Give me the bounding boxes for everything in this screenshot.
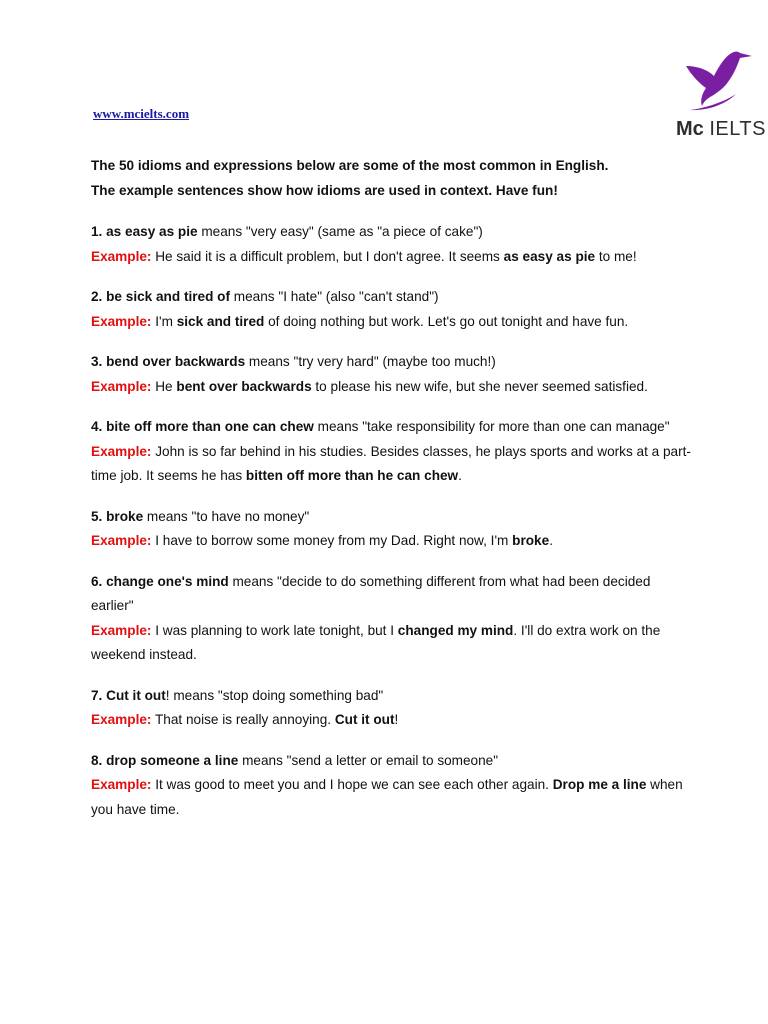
idiom-entry (91, 285, 691, 334)
intro-line-2: The example sentences show how idioms are used in context. Have fun! (91, 182, 558, 198)
idiom-entry (91, 350, 691, 399)
idiom-meaning: means "I hate" (also "can't stand") (230, 289, 439, 304)
example-label: Example: (91, 443, 152, 459)
idiom-phrase: broke (106, 508, 144, 524)
idiom-number: 5. (91, 508, 103, 524)
example-idiom-highlight: sick and tired (176, 313, 265, 329)
idiom-number: 6. (91, 573, 103, 589)
idiom-entry (91, 684, 691, 733)
idiom-example (91, 245, 691, 270)
idiom-number: 4. (91, 419, 103, 434)
idiom-entry (91, 220, 691, 269)
idiom-meaning: means "send a letter or email to someone" (238, 752, 499, 768)
idiom-number: 8. (91, 752, 103, 768)
example-text-end: . I'll do extra work on the weekend instead. (91, 622, 661, 662)
idiom-entry (91, 570, 691, 668)
idiom-meaning: means "decide to do something different from what had been decided earlier" (91, 573, 651, 613)
idiom-example (91, 529, 691, 554)
example-idiom-highlight: bent over backwards (176, 378, 312, 394)
example-text-end: to please his new wife, but she never seemed satisfied. (311, 378, 648, 394)
idiom-entries (91, 220, 691, 822)
idiom-phrase: as easy as pie (106, 224, 198, 239)
idiom-phrase: bite off more than one can chew (106, 419, 314, 434)
idiom-example (91, 773, 691, 822)
idiom-definition (91, 684, 691, 709)
website-link[interactable]: www.mcielts.com (93, 106, 190, 121)
example-text-end: when you have time. (91, 777, 683, 817)
idiom-number: 2. (91, 289, 103, 304)
idiom-example (91, 310, 691, 335)
idiom-number: 1. (91, 224, 103, 239)
idiom-definition (91, 570, 691, 619)
idiom-number: 7. (91, 687, 103, 703)
idiom-entry (91, 415, 691, 489)
example-text-end: of doing nothing but work. Let's go out tonight and have fun. (264, 313, 629, 329)
example-text: He (151, 378, 177, 394)
example-text-end: . (458, 468, 462, 483)
example-label: Example: (91, 712, 152, 727)
example-text-end: to me! (595, 248, 637, 264)
idiom-example (91, 440, 691, 489)
idiom-definition (91, 505, 691, 530)
example-text: He said it is a difficult problem, but I don't agree. It seems (151, 248, 504, 264)
example-text-end: ! (394, 712, 399, 727)
example-label: Example: (91, 378, 152, 394)
idiom-definition (91, 350, 691, 375)
logo-wordmark: Mc IELTS (676, 118, 766, 140)
example-label: Example: (91, 313, 152, 329)
idiom-phrase: drop someone a line (106, 752, 239, 768)
idiom-meaning: means "take responsibility for more than one can manage" (313, 419, 670, 434)
example-text-end: . (549, 533, 553, 548)
example-text: I'm (151, 313, 177, 329)
intro-paragraph (91, 154, 691, 203)
idiom-entry (91, 749, 691, 823)
idiom-phrase: change one's mind (106, 573, 229, 589)
idiom-definition (91, 749, 691, 774)
example-text: That noise is really annoying. (151, 712, 335, 727)
example-idiom-highlight: as easy as pie (503, 248, 596, 264)
example-text: I was planning to work late tonight, but I (151, 622, 398, 638)
idiom-entry (91, 505, 691, 554)
idiom-meaning: means "to have no money" (143, 508, 310, 524)
example-text: It was good to meet you and I hope we can see each other again. (151, 777, 553, 792)
example-label: Example: (91, 248, 152, 264)
idiom-list-content (91, 154, 691, 838)
idiom-definition (91, 415, 691, 440)
example-idiom-highlight: bitten off more than he can chew (245, 468, 459, 483)
hummingbird-icon (678, 44, 754, 116)
example-idiom-highlight: changed my mind (397, 622, 514, 638)
mc-ielts-logo (676, 44, 766, 144)
example-label: Example: (91, 533, 152, 548)
idiom-meaning: means "very easy" (same as "a piece of cake") (197, 224, 483, 239)
example-idiom-highlight: broke (512, 533, 550, 548)
intro-line-1: The 50 idioms and expressions below are some of the most common in English. (91, 158, 609, 173)
idiom-meaning: ! means "stop doing something bad" (165, 687, 384, 703)
example-label: Example: (91, 622, 152, 638)
idiom-example (91, 375, 691, 400)
idiom-number: 3. (91, 354, 103, 369)
example-idiom-highlight: Drop me a line (552, 777, 647, 792)
idiom-phrase: Cut it out (106, 687, 166, 703)
idiom-meaning: means "try very hard" (maybe too much!) (245, 354, 496, 369)
example-label: Example: (91, 777, 152, 792)
idiom-phrase: be sick and tired of (106, 289, 231, 304)
idiom-example (91, 708, 691, 733)
example-text: I have to borrow some money from my Dad. Right now, I'm (151, 533, 513, 548)
example-idiom-highlight: Cut it out (334, 712, 395, 727)
idiom-definition (91, 220, 691, 245)
idiom-phrase: bend over backwards (106, 354, 246, 369)
example-text: John is so far behind in his studies. Besides classes, he plays sports and works at a part-time job. It seems he has (91, 443, 691, 483)
idiom-definition (91, 285, 691, 310)
idiom-example (91, 619, 691, 668)
